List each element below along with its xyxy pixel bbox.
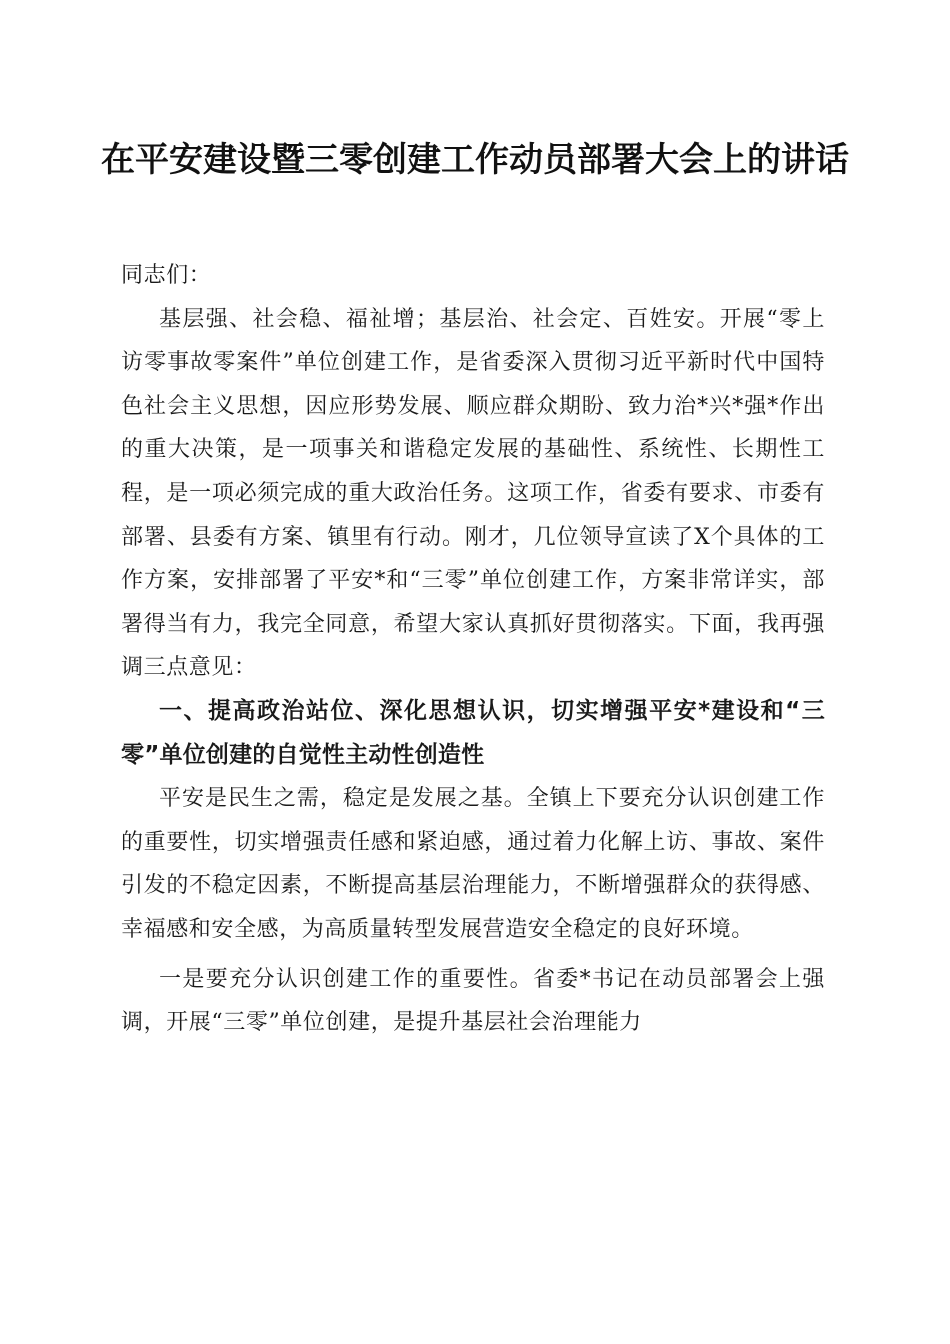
document-body <box>121 254 825 1045</box>
section-heading: 一、提高政治站位、深化思想认识，切实增强平安*建设和“三零”单位创建的自觉性主动性创造性 <box>121 697 825 768</box>
section-paragraph: 平安是民生之需，稳定是发展之基。全镇上下要充分认识创建工作的重要性，切实增强责任感和紧迫感，通过着力化解上访、事故、案件引发的不稳定因素，不断提高基层治理能力，不断增强群众的获得感、幸福感和安全感，为高质量转型发展营造安全稳定的良好环境。 <box>121 786 825 942</box>
document-title: 在平安建设暨三零创建工作动员部署大会上的讲话 <box>101 140 849 180</box>
intro-paragraph: 基层强、社会稳、福祉增；基层治、社会定、百姓安。开展“零上访零事故零案件”单位创建工作，是省委深入贯彻习近平新时代中国特色社会主义思想，因应形势发展、顺应群众期盼、致力治*兴*强*作出的重大决策，是一项事关和谐稳定发展的基础性、系统性、长期性工程，是一项必须完成的重大政治任务。这项工作，省委有要求、市委有部署、县委有方案、镇里有行动。刚才，几位领导宣读了X个具体的工作方案，安排部署了平安*和“三零”单位创建工作，方案非常详实，部署得当有力，我完全同意，希望大家认真抓好贯彻落实。下面，我再强调三点意见： <box>121 306 825 681</box>
section-paragraph: 一是要充分认识创建工作的重要性。省委*书记在动员部署会上强调，开展“三零”单位创建，是提升基层社会治理能力 <box>121 966 825 1036</box>
salutation: 同志们： <box>121 263 212 288</box>
